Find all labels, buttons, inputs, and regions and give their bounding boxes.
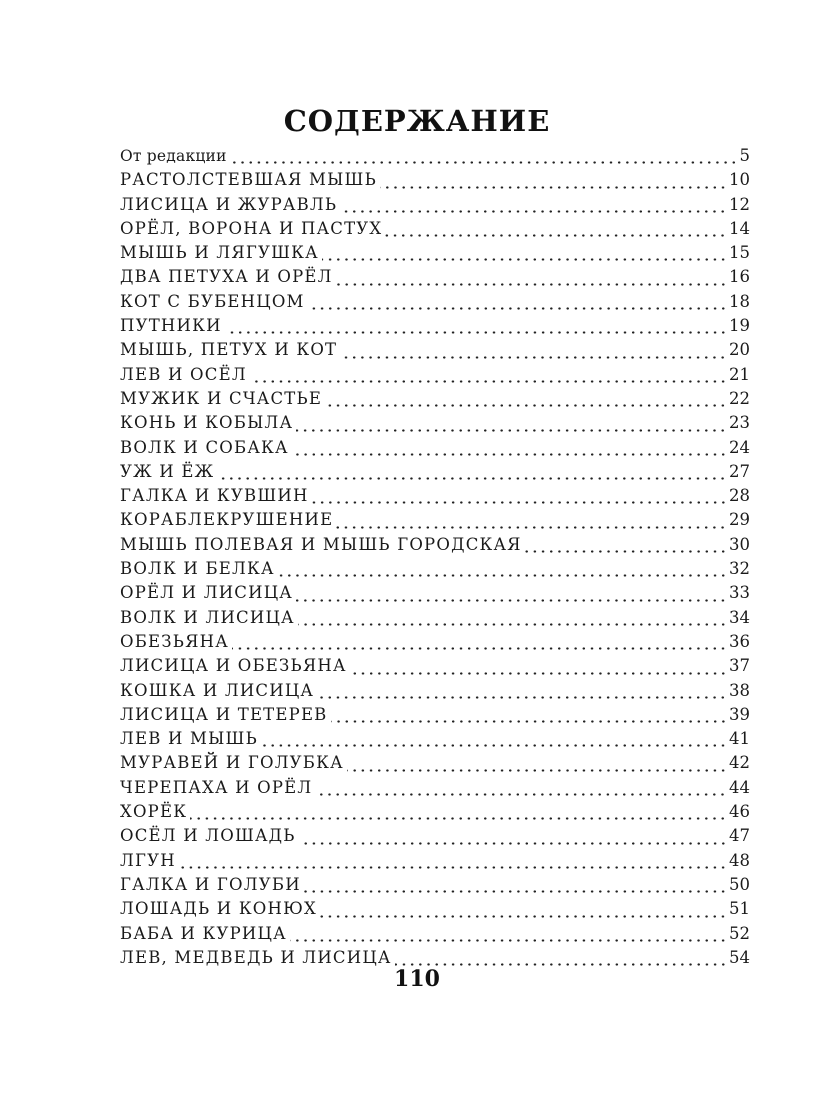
toc-entry	[120, 146, 750, 170]
toc-entry-page: 54	[729, 947, 750, 967]
toc-entry-page: 50	[729, 874, 750, 894]
toc-entry	[120, 632, 750, 656]
toc-entry	[120, 267, 750, 291]
toc-entry-page: 46	[729, 802, 750, 822]
dot-leader	[317, 696, 727, 699]
toc-entry-page: 15	[729, 243, 750, 263]
dot-leader	[179, 866, 727, 869]
toc-entry	[120, 462, 750, 486]
toc-entry-title: ГАЛКА И ГОЛУБИ	[120, 874, 301, 894]
toc-entry	[120, 486, 750, 510]
toc-entry-title: ЛЕВ И ОСЁЛ	[120, 364, 247, 384]
toc-entry	[120, 608, 750, 632]
toc-entry-page: 41	[729, 729, 750, 749]
table-of-contents	[120, 146, 750, 972]
toc-entry-title: КОТ С БУБЕНЦОМ	[120, 291, 305, 311]
toc-entry	[120, 778, 750, 802]
toc-entry-page: 23	[729, 413, 750, 433]
toc-entry-page: 24	[729, 437, 750, 457]
toc-entry-page: 29	[729, 510, 750, 530]
toc-entry-page: 14	[729, 218, 750, 238]
toc-entry-title: ЛИСИЦА И ОБЕЗЬЯНА	[120, 656, 347, 676]
toc-entry-title: КОРАБЛЕКРУШЕНИЕ	[120, 510, 334, 530]
toc-entry	[120, 802, 750, 826]
dot-leader	[315, 793, 727, 796]
toc-entry	[120, 681, 750, 705]
toc-entry-title: МУРАВЕЙ И ГОЛУБКА	[120, 753, 344, 773]
toc-entry	[120, 292, 750, 316]
toc-entry-page: 32	[729, 559, 750, 579]
dot-leader	[250, 380, 727, 383]
toc-entry	[120, 389, 750, 413]
toc-entry	[120, 729, 750, 753]
toc-entry-page: 48	[729, 850, 750, 870]
dot-leader	[340, 356, 727, 359]
toc-entry	[120, 365, 750, 389]
toc-entry-title: ЛГУН	[120, 850, 176, 870]
toc-entry-page: 19	[729, 316, 750, 336]
dot-leader	[190, 817, 727, 820]
toc-entry-page: 27	[729, 461, 750, 481]
toc-entry	[120, 705, 750, 729]
toc-entry-title: ВОЛК И ЛИСИЦА	[120, 607, 295, 627]
toc-entry-title: ПУТНИКИ	[120, 316, 222, 336]
toc-entry-page: 28	[729, 486, 750, 506]
toc-entry-title: ОРЁЛ И ЛИСИЦА	[120, 583, 293, 603]
page-title: СОДЕРЖАНИЕ	[283, 104, 551, 138]
toc-entry-title: КОНЬ И КОБЫЛА	[120, 413, 294, 433]
toc-entry	[120, 851, 750, 875]
toc-entry-page: 36	[729, 631, 750, 651]
toc-entry-title: МУЖИК И СЧАСТЬЕ	[120, 388, 323, 408]
toc-entry-title: ВОЛК И БЕЛКА	[120, 559, 275, 579]
toc-entry-page: 47	[729, 826, 750, 846]
toc-entry	[120, 219, 750, 243]
toc-entry-title: ДВА ПЕТУХА И ОРЁЛ	[120, 267, 333, 287]
dot-leader	[296, 429, 727, 432]
toc-entry-page: 37	[729, 656, 750, 676]
dot-leader	[380, 186, 727, 189]
toc-entry-page: 34	[729, 607, 750, 627]
toc-entry	[120, 195, 750, 219]
toc-entry	[120, 583, 750, 607]
toc-entry-page: 38	[729, 680, 750, 700]
toc-entry-page: 5	[739, 146, 750, 165]
toc-entry	[120, 535, 750, 559]
dot-leader	[336, 526, 727, 529]
dot-leader	[340, 210, 727, 213]
toc-entry-page: 12	[729, 194, 750, 214]
toc-entry-page: 10	[729, 170, 750, 190]
dot-leader	[299, 842, 727, 845]
toc-entry	[120, 559, 750, 583]
dot-leader	[225, 331, 727, 334]
toc-entry-page: 20	[729, 340, 750, 360]
page-number: 110	[394, 966, 440, 992]
toc-entry-page: 52	[729, 923, 750, 943]
toc-entry-title: От редакции	[120, 147, 227, 165]
toc-entry-title: ЧЕРЕПАХА И ОРЁЛ	[120, 777, 313, 797]
toc-entry-page: 33	[729, 583, 750, 603]
toc-entry-page: 21	[729, 364, 750, 384]
dot-leader	[320, 915, 727, 918]
toc-entry-title: ЛЕВ, МЕДВЕДЬ И ЛИСИЦА	[120, 947, 392, 967]
toc-entry-page: 39	[729, 704, 750, 724]
toc-entry-page: 30	[729, 534, 750, 554]
dot-leader	[312, 501, 727, 504]
toc-entry	[120, 656, 750, 680]
toc-entry-title: ОБЕЗЬЯНА	[120, 631, 229, 651]
dot-leader	[232, 647, 727, 650]
dot-leader	[261, 744, 727, 747]
toc-entry-page: 16	[729, 267, 750, 287]
dot-leader	[347, 769, 727, 772]
dot-leader	[230, 161, 738, 164]
toc-entry-page: 51	[729, 899, 750, 919]
toc-entry-title: ЛОШАДЬ И КОНЮХ	[120, 899, 317, 919]
dot-leader	[278, 574, 727, 577]
dot-leader	[296, 599, 727, 602]
toc-entry-title: МЫШЬ, ПЕТУХ И КОТ	[120, 340, 338, 360]
dot-leader	[336, 283, 727, 286]
toc-entry-title: УЖ И ЁЖ	[120, 461, 215, 481]
toc-entry	[120, 826, 750, 850]
toc-entry-title: КОШКА И ЛИСИЦА	[120, 680, 315, 700]
toc-entry	[120, 340, 750, 364]
toc-entry-title: ГАЛКА И КУВШИН	[120, 486, 309, 506]
toc-entry	[120, 316, 750, 340]
dot-leader	[217, 477, 727, 480]
toc-entry	[120, 924, 750, 948]
toc-entry-title: МЫШЬ ПОЛЕВАЯ И МЫШЬ ГОРОДСКАЯ	[120, 534, 522, 554]
dot-leader	[298, 623, 727, 626]
toc-entry	[120, 510, 750, 534]
dot-leader	[331, 720, 727, 723]
dot-leader	[525, 550, 727, 553]
toc-entry	[120, 170, 750, 194]
toc-entry	[120, 413, 750, 437]
toc-entry	[120, 243, 750, 267]
toc-entry-title: ВОЛК И СОБАКА	[120, 437, 289, 457]
toc-entry-page: 44	[729, 777, 750, 797]
toc-entry-title: ЛЕВ И МЫШЬ	[120, 729, 258, 749]
toc-entry-title: ЛИСИЦА И ЖУРАВЛЬ	[120, 194, 338, 214]
toc-entry-title: РАСТОЛСТЕВШАЯ МЫШЬ	[120, 170, 377, 190]
toc-entry-title: ЛИСИЦА И ТЕТЕРЕВ	[120, 704, 328, 724]
toc-entry	[120, 875, 750, 899]
toc-entry-title: БАБА И КУРИЦА	[120, 923, 287, 943]
toc-entry-page: 18	[729, 291, 750, 311]
dot-leader	[292, 453, 727, 456]
toc-entry-title: ОРЁЛ, ВОРОНА И ПАСТУХ	[120, 218, 383, 238]
toc-entry	[120, 753, 750, 777]
toc-entry-page: 42	[729, 753, 750, 773]
dot-leader	[385, 234, 727, 237]
dot-leader	[322, 258, 727, 261]
dot-leader	[325, 404, 727, 407]
toc-entry-title: ХОРЁК	[120, 802, 188, 822]
toc-entry-title: МЫШЬ И ЛЯГУШКА	[120, 243, 319, 263]
toc-entry	[120, 438, 750, 462]
toc-entry-title: ОСЁЛ И ЛОШАДЬ	[120, 826, 296, 846]
dot-leader	[350, 672, 727, 675]
dot-leader	[290, 939, 727, 942]
dot-leader	[304, 890, 727, 893]
toc-entry	[120, 899, 750, 923]
toc-entry-page: 22	[729, 388, 750, 408]
dot-leader	[308, 307, 727, 310]
